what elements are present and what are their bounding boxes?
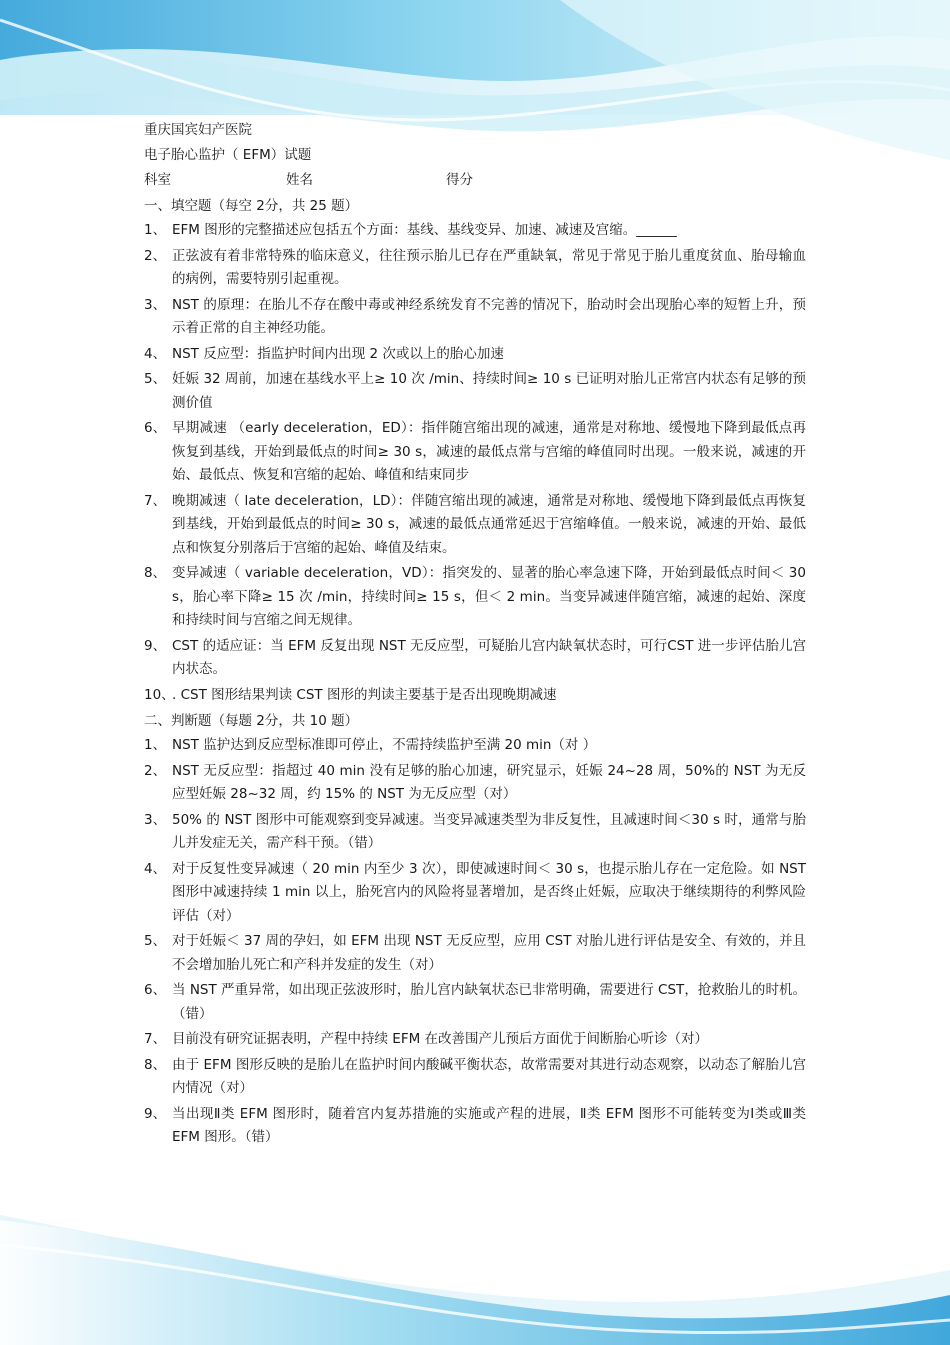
question-item: 10、 . CST 图形结果判读 CST 图形的判读主要基于是否出现晚期减速 xyxy=(144,686,557,703)
section-2-questions xyxy=(144,734,806,1150)
exam-document xyxy=(144,118,806,1152)
question-item: 4、 对于反复性变异减速（ 20 min 内至少 3 次），即使减速时间＜ 30 s，也提示胎儿存在一定危险。如 NST 图形中减速持续 1 min 以上，胎死宫内的风险将显著增加，是否终止妊娠，应取决于继续期待的利弊风险评估（对） xyxy=(144,860,806,924)
question-item: 3、 50% 的 NST 图形中可能观察到变异减速。当变异减速类型为非反复性，且减速时间＜30 s 时，通常与胎儿并发症无关，需产科干预。（错） xyxy=(144,811,806,851)
section-2-title: 二、判断题（每题 2分，共 10 题） xyxy=(144,713,359,729)
question-item: 6、 当 NST 严重异常，如出现正弦波形时，胎儿宫内缺氧状态已非常明确，需要进行 CST，抢救胎儿的时机。（错） xyxy=(144,982,806,1022)
hospital-name: 重庆国宾妇产医院 xyxy=(144,122,252,138)
name-label: 姓名 xyxy=(286,172,313,188)
section-1-questions xyxy=(144,219,806,707)
question-item: 2、 NST 无反应型：指超过 40 min 没有足够的胎心加速，研究显示，妊娠 24~28 周，50%的 NST 为无反应型妊娠 28~32 周，约 15% 的 NST 为无反应型（对） xyxy=(144,762,806,802)
question-item: 7、 目前没有研究证据表明，产程中持续 EFM 在改善围产儿预后方面优于间断胎心听诊（对） xyxy=(144,1031,709,1047)
question-item: 9、 CST 的适应证：当 EFM 反复出现 NST 无反应型，可疑胎儿宫内缺氧状态时，可行CST 进一步评估胎儿宫内状态。 xyxy=(144,637,806,677)
question-item: 7、 晚期减速（ late deceleration，LD）：伴随宫缩出现的减速，通常是对称地、缓慢地下降到最低点再恢复到基线，开始到最低点的时间≥ 30 s，减速的最低点通常延迟于宫缩峰值。一般来说，减速的开始、最低点和恢复分别落后于宫缩的起始、峰值及结束。 xyxy=(144,492,806,556)
question-item: 6、 早期减速 （early deceleration，ED）：指伴随宫缩出现的减速，通常是对称地、缓慢地下降到最低点再恢复到基线，开始到最低点的时间≥ 30 s，减速的最低点常与宫缩的峰值同时出现。一般来说，减速的开始、最低点、恢复和宫缩的起始、峰值和结束同步 xyxy=(144,420,806,483)
question-item: 9、 当出现Ⅱ类 EFM 图形时，随着宫内复苏措施的实施或产程的进展，Ⅱ类 EFM 图形不可能转变为Ⅰ类或Ⅲ类 EFM 图形。（错） xyxy=(144,1105,806,1145)
question-item: 2、 正弦波有着非常特殊的临床意义，往往预示胎儿已存在严重缺氧，常见于常见于胎儿重度贫血、胎母输血的病例，需要特别引起重视。 xyxy=(144,247,806,287)
dept-label: 科室 xyxy=(144,172,171,188)
question-item: 1、 EFM 图形的完整描述应包括五个方面：基线、基线变异、加速、减速及宫缩。______ xyxy=(144,222,677,238)
info-row xyxy=(144,168,806,193)
score-label: 得分 xyxy=(446,172,473,188)
exam-title: 电子胎心监护（ EFM）试题 xyxy=(144,147,312,163)
question-item: 5、 妊娠 32 周前，加速在基线水平上≥ 10 次 /min、持续时间≥ 10 s 已证明对胎儿正常宫内状态有足够的预测价值 xyxy=(144,371,806,411)
section-1-title: 一、填空题（每空 2分，共 25 题） xyxy=(144,198,359,214)
question-item: 8、 由于 EFM 图形反映的是胎儿在监护时间内酸碱平衡状态，故常需要对其进行动态观察，以动态了解胎儿宫内情况（对） xyxy=(144,1056,806,1096)
question-item: 4、 NST 反应型：指监护时间内出现 2 次或以上的胎心加速 xyxy=(144,345,504,362)
question-item: 1、 NST 监护达到反应型标准即可停止，不需持续监护至满 20 min（对 ） xyxy=(144,737,597,753)
question-item: 8、 变异减速（ variable deceleration，VD）：指突发的、显著的胎心率急速下降，开始到最低点时间＜ 30 s，胎心率下降≥ 15 次 /min，持续时间≥ 15 s，但＜ 2 min。当变异减速伴随宫缩，减速的起始、深度和持续时间与宫缩之间无规律。 xyxy=(144,565,806,628)
question-item: 5、 对于妊娠＜ 37 周的孕妇，如 EFM 出现 NST 无反应型，应用 CST 对胎儿进行评估是安全、有效的，并且不会增加胎儿死亡和产科并发症的发生（对） xyxy=(144,933,806,973)
question-item: 3、 NST 的原理：在胎儿不存在酸中毒或神经系统发育不完善的情况下，胎动时会出现胎心率的短暂上升，预示着正常的自主神经功能。 xyxy=(144,296,806,336)
